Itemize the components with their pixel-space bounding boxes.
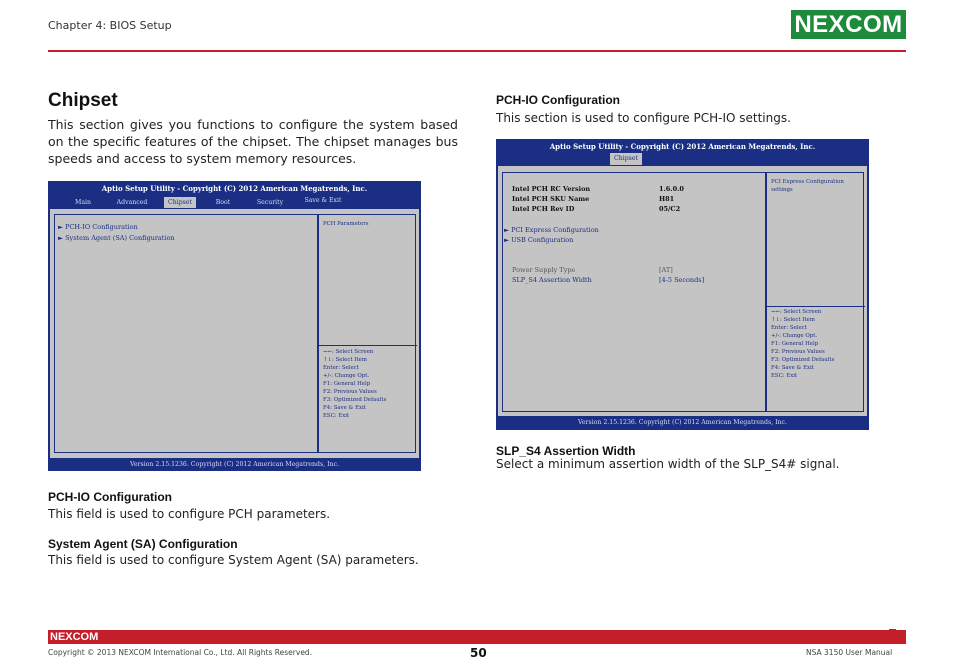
menu-item-system-agent[interactable]: ► System Agent (SA) Configuration bbox=[58, 234, 175, 242]
menu-item-usb[interactable]: ► USB Configuration bbox=[504, 236, 574, 244]
help-key-2: ↑↓: Select Item bbox=[771, 317, 815, 323]
system-agent-heading: System Agent (SA) Configuration bbox=[48, 537, 238, 551]
help-key-1: →←: Select Screen bbox=[323, 349, 374, 355]
help-key-8: F4: Save & Exit bbox=[323, 405, 366, 411]
setting-value-slp-s4[interactable]: [4-5 Seconds] bbox=[659, 276, 705, 284]
tab-save-exit[interactable]: Save & Exit bbox=[304, 197, 342, 204]
tab-advanced[interactable]: Advanced bbox=[116, 199, 148, 206]
footer-bar bbox=[48, 630, 906, 644]
footer-logo: NEXCOM bbox=[50, 631, 99, 643]
copyright-text: Copyright © 2013 NEXCOM International Co., Ltd. All Rights Reserved. bbox=[48, 648, 313, 657]
header-rule bbox=[48, 50, 906, 52]
tab-security[interactable]: Security bbox=[256, 199, 284, 206]
bios-body bbox=[49, 208, 420, 459]
slp-s4-text: Select a minimum assertion width of the SLP_S4# signal. bbox=[496, 457, 840, 471]
bios-body bbox=[497, 165, 868, 417]
pch-io-text: This field is used to configure PCH parameters. bbox=[48, 507, 331, 521]
page-number: 50 bbox=[470, 646, 487, 660]
menu-item-pch-io[interactable]: ► PCH-IO Configuration bbox=[58, 223, 138, 231]
slp-s4-heading: SLP_S4 Assertion Width bbox=[496, 444, 636, 458]
info-label-sku-name: Intel PCH SKU Name bbox=[512, 195, 590, 203]
bios-footer: Version 2.15.1236. Copyright (C) 2012 American Megatrends, Inc. bbox=[496, 416, 869, 430]
setting-label-slp-s4: SLP_S4 Assertion Width bbox=[512, 276, 592, 284]
bios-title: Aptio Setup Utility - Copyright (C) 2012 American Megatrends, Inc. bbox=[549, 142, 816, 151]
setting-value-power-supply[interactable]: [AT] bbox=[659, 266, 673, 274]
tab-chipset[interactable]: Chipset bbox=[610, 153, 642, 165]
help-key-7: F3: Optimized Defaults bbox=[771, 357, 835, 363]
help-key-5: F1: General Help bbox=[771, 341, 819, 347]
info-label-rev-id: Intel PCH Rev ID bbox=[512, 205, 575, 213]
bios-main-panel bbox=[502, 172, 766, 412]
help-title: PCH Parameters bbox=[323, 221, 369, 227]
info-value-rc-version: 1.6.0.0 bbox=[659, 185, 684, 193]
pch-io-config-heading: PCH-IO Configuration bbox=[496, 93, 620, 107]
system-agent-text: This field is used to configure System Agent (SA) parameters. bbox=[48, 553, 419, 567]
bios-help-panel bbox=[766, 172, 864, 412]
pch-io-heading: PCH-IO Configuration bbox=[48, 490, 172, 504]
setting-label-power-supply: Power Supply Type bbox=[512, 266, 576, 274]
bios-title: Aptio Setup Utility - Copyright (C) 2012 American Megatrends, Inc. bbox=[101, 184, 368, 193]
tab-boot[interactable]: Boot bbox=[215, 199, 231, 206]
help-key-6: F2: Previous Values bbox=[323, 389, 377, 395]
intro-paragraph: This section gives you functions to configure the system based on the specific features of the chipset. The chipset manages bus speeds and access to system memory resources. bbox=[48, 117, 458, 166]
help-key-9: ESC: Exit bbox=[323, 413, 350, 419]
help-key-4: +/-: Change Opt. bbox=[771, 333, 818, 339]
help-divider bbox=[319, 345, 417, 346]
help-key-2: ↑↓: Select Item bbox=[323, 357, 367, 363]
help-key-6: F2: Previous Values bbox=[771, 349, 825, 355]
help-key-1: →←: Select Screen bbox=[771, 309, 822, 315]
bios-screen-chipset bbox=[48, 181, 421, 471]
tab-main[interactable]: Main bbox=[75, 199, 91, 206]
help-title: PCI Express Configuration settings bbox=[771, 179, 844, 193]
bios-screen-pch-io bbox=[496, 139, 869, 430]
bios-main-panel bbox=[54, 214, 318, 453]
help-key-3: Enter: Select bbox=[771, 325, 807, 331]
help-key-7: F3: Optimized Defaults bbox=[323, 397, 387, 403]
tab-chipset[interactable]: Chipset bbox=[164, 197, 196, 208]
bios-footer: Version 2.15.1236. Copyright (C) 2012 American Megatrends, Inc. bbox=[48, 458, 421, 471]
info-label-rc-version: Intel PCH RC Version bbox=[512, 185, 591, 193]
help-key-9: ESC: Exit bbox=[771, 373, 798, 379]
bios-help-panel bbox=[318, 214, 416, 453]
manual-name: NSA 3150 User Manual bbox=[806, 648, 893, 657]
chapter-label: Chapter 4: BIOS Setup bbox=[48, 19, 172, 32]
info-value-sku-name: H81 bbox=[659, 195, 675, 203]
pch-io-config-text: This section is used to configure PCH-IO settings. bbox=[496, 111, 791, 125]
nexcom-logo: NEXCOM bbox=[791, 10, 906, 39]
page-title: Chipset bbox=[48, 90, 118, 111]
info-value-rev-id: 05/C2 bbox=[659, 205, 681, 213]
help-key-8: F4: Save & Exit bbox=[771, 365, 814, 371]
menu-item-pci-express[interactable]: ► PCI Express Configuration bbox=[504, 226, 599, 234]
help-key-5: F1: General Help bbox=[323, 381, 371, 387]
help-key-4: +/-: Change Opt. bbox=[323, 373, 370, 379]
help-key-3: Enter: Select bbox=[323, 365, 359, 371]
help-divider bbox=[767, 306, 865, 307]
